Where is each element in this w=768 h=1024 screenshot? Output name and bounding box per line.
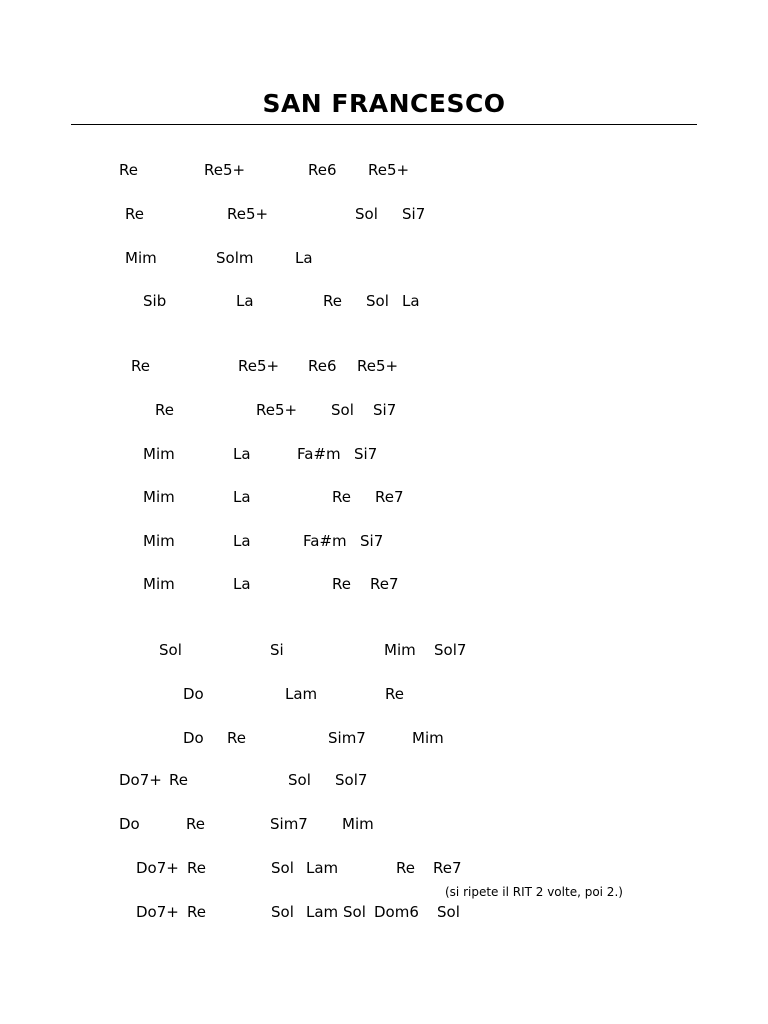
chord: Re xyxy=(169,771,188,789)
chord: Sol xyxy=(159,641,182,659)
chord: Sol xyxy=(355,205,378,223)
chord: Re5+ xyxy=(256,401,298,419)
chord: La xyxy=(233,488,251,506)
chord: Dom6 xyxy=(374,903,419,921)
chord: Re xyxy=(332,488,351,506)
chord: Re xyxy=(323,292,342,310)
chord: La xyxy=(236,292,254,310)
chord: Si7 xyxy=(373,401,397,419)
chord: La xyxy=(295,249,313,267)
chord: Lam xyxy=(306,859,339,877)
chord: La xyxy=(233,575,251,593)
chord: Re7 xyxy=(375,488,404,506)
chord: Mim xyxy=(412,729,444,747)
chord: Mim xyxy=(143,575,175,593)
chord: Sol7 xyxy=(335,771,368,789)
chord: Do xyxy=(183,685,204,703)
chord: La xyxy=(402,292,420,310)
chord: Fa#m xyxy=(303,532,347,550)
chord: Re xyxy=(131,357,150,375)
chord: Sib xyxy=(143,292,167,310)
chord: Do xyxy=(183,729,204,747)
chord: Si xyxy=(270,641,284,659)
chord: Mim xyxy=(143,445,175,463)
page-title: SAN FRANCESCO xyxy=(262,89,506,118)
chord: Lam xyxy=(306,903,339,921)
chord: Re7 xyxy=(433,859,462,877)
chord: Re6 xyxy=(308,161,337,179)
chord: Mim xyxy=(125,249,157,267)
chord: La xyxy=(233,532,251,550)
chord: Solm xyxy=(216,249,254,267)
chord: Lam xyxy=(285,685,318,703)
chord: Re xyxy=(155,401,174,419)
chord: Re xyxy=(186,815,205,833)
chord: Do7+ xyxy=(136,859,179,877)
chord: Sol xyxy=(437,903,460,921)
repeat-note: (si ripete il RIT 2 volte, poi 2.) xyxy=(445,885,623,899)
chord: Sol xyxy=(288,771,311,789)
chord: Si7 xyxy=(360,532,384,550)
chord: Re xyxy=(125,205,144,223)
chord: Re7 xyxy=(370,575,399,593)
chord: Re5+ xyxy=(204,161,246,179)
chord: Sol xyxy=(343,903,366,921)
chord: Fa#m xyxy=(297,445,341,463)
chord: La xyxy=(233,445,251,463)
chord: Sol7 xyxy=(434,641,467,659)
chord: Re5+ xyxy=(357,357,399,375)
chord: Re xyxy=(187,859,206,877)
title-divider xyxy=(71,124,697,125)
chord: Re xyxy=(396,859,415,877)
chord: Sim7 xyxy=(270,815,308,833)
chord: Do7+ xyxy=(136,903,179,921)
chord: Re5+ xyxy=(368,161,410,179)
chord: Mim xyxy=(143,532,175,550)
chord: Re5+ xyxy=(227,205,269,223)
chord: Mim xyxy=(384,641,416,659)
chord: Mim xyxy=(342,815,374,833)
chord: Do7+ xyxy=(119,771,162,789)
chord: Re xyxy=(119,161,138,179)
chord: Re xyxy=(187,903,206,921)
chord: Sol xyxy=(271,859,294,877)
chord: Sim7 xyxy=(328,729,366,747)
chord: Mim xyxy=(143,488,175,506)
chord: Do xyxy=(119,815,140,833)
chord: Si7 xyxy=(402,205,426,223)
chord: Re xyxy=(227,729,246,747)
chord: Re5+ xyxy=(238,357,280,375)
chord: Re xyxy=(332,575,351,593)
chord: Sol xyxy=(331,401,354,419)
chord: Sol xyxy=(271,903,294,921)
chord: Sol xyxy=(366,292,389,310)
chord: Si7 xyxy=(354,445,378,463)
chord: Re6 xyxy=(308,357,337,375)
chord: Re xyxy=(385,685,404,703)
